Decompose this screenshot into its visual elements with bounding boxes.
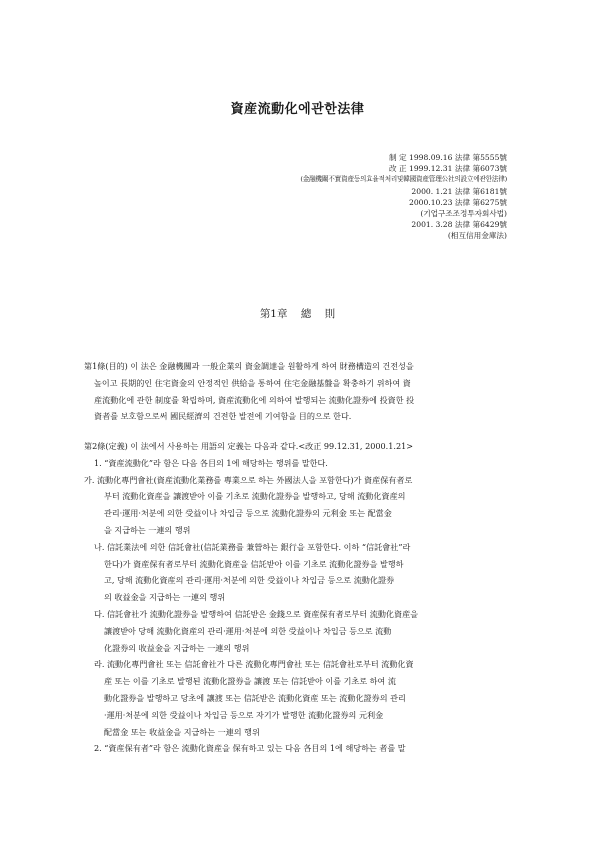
- article-line: 1. “資産流動化”라 함은 다음 各目의 1에 해당하는 행위를 말한다.: [94, 457, 328, 468]
- article-line: 2. “資産保有者”라 함은 流動化資産을 保有하고 있는 다음 各目의 1에 해당하는 者를 말: [94, 743, 406, 754]
- article-line: 動化證券을 발행하고 당초에 讓渡 또는 信託받은 流動化資産 또는 流動化證券의 관리: [104, 692, 406, 703]
- article-line: 가. 流動化專門會社(資産流動化業務를 專業으로 하는 外國法人을 포함한다)가 資産保有者로: [84, 474, 413, 485]
- article-line: 第1條(目的) 이 法은 金融機關과 一般企業의 資金調達을 원활하게 하여 財務構造의 건전성을: [84, 361, 414, 371]
- article-1: [84, 358, 512, 425]
- history-line: (金融機關不實資産등의효율적처리및韓國資産管理公社의設立에관한法律): [300, 175, 507, 184]
- article-line: 높이고 長期的인 住宅資金의 안정적인 供給을 통하여 住宅金融基盤을 확충하기 위하여 資: [94, 377, 411, 388]
- article-line: 配當金 또는 收益金을 지급하는 一連의 행위: [104, 726, 260, 737]
- article-line: 資者를 보호함으로써 國民經濟의 건전한 발전에 기여함을 目的으로 한다.: [94, 411, 352, 422]
- article-line: 부터 流動化資産을 讓渡받아 이를 기초로 流動化證券을 발행하고, 당해 流動化資産의: [104, 491, 406, 502]
- history-line: 2000. 1.21 法律 第6181號: [411, 186, 507, 196]
- article-line: 나. 信託業法에 의한 信託會社(信託業務를 兼營하는 銀行을 포함한다. 이하 “信託會社”라: [94, 541, 411, 552]
- article-line: 고, 당해 流動化資産의 관리·運用·처분에 의한 受益이나 차입금 등으로 流動化證券: [104, 575, 395, 586]
- article-line: 다. 信託會社가 流動化證券을 발행하여 信託받은 金錢으로 資産保有者로부터 流動化資産을: [94, 608, 419, 619]
- amendment-history: [267, 152, 507, 242]
- article-line: ·運用·처분에 의한 受益이나 차입금 등으로 자기가 발행한 流動化證券의 元利金: [104, 709, 384, 720]
- article-2: [84, 438, 512, 757]
- article-line: 産流動化에 관한 制度를 확립하며, 資産流動化에 의하여 발행되는 流動化證券에 投資한 投: [94, 394, 415, 405]
- article-line: 을 지급하는 一連의 행위: [104, 524, 191, 535]
- history-line: (기업구조조정투자회사법): [420, 209, 507, 219]
- history-line: 2001. 3.28 法律 第6429號: [411, 220, 507, 230]
- history-line: 制 定 1998.09.16 法律 第5555號: [388, 153, 507, 162]
- history-line: (相互信用金庫法): [447, 231, 507, 241]
- article-line: 라. 流動化專門會社 또는 信託會社가 다른 流動化專門會社 또는 信託會社로부터 流動化資: [94, 659, 414, 670]
- article-line: 의 收益金을 지급하는 一連의 행위: [104, 592, 226, 603]
- history-line: 改 正 1999.12.31 法律 第6073號: [388, 164, 507, 174]
- article-line: 讓渡받아 당해 流動化資産의 관리·運用·처분에 의한 受益이나 차입금 등으로 流動: [104, 625, 392, 636]
- article-line: 化證券의 收益金을 지급하는 一連의 행위: [104, 642, 250, 653]
- law-title: 資産流動化에관한法律: [230, 102, 365, 117]
- article-line: 第2條(定義) 이 法에서 사용하는 用語의 定義는 다음과 같다.<改正 99.12.31, 2000.1.21>: [84, 441, 414, 451]
- article-line: 産 또는 이를 기초로 발행된 流動化證券을 讓渡 또는 信託받아 이를 기초로 하여 流: [104, 676, 396, 687]
- history-line: 2000.10.23 法律 第6275號: [408, 197, 507, 207]
- chapter-heading: 第1章 總 則: [259, 308, 336, 320]
- article-line: 관리·運用·처분에 의한 受益이나 차입금 등으로 流動化證券의 元利金 또는 配當金: [104, 508, 392, 519]
- article-line: 한다)가 資産保有者로부터 流動化資産을 信託받아 이를 기초로 流動化證券을 발행하: [104, 558, 404, 569]
